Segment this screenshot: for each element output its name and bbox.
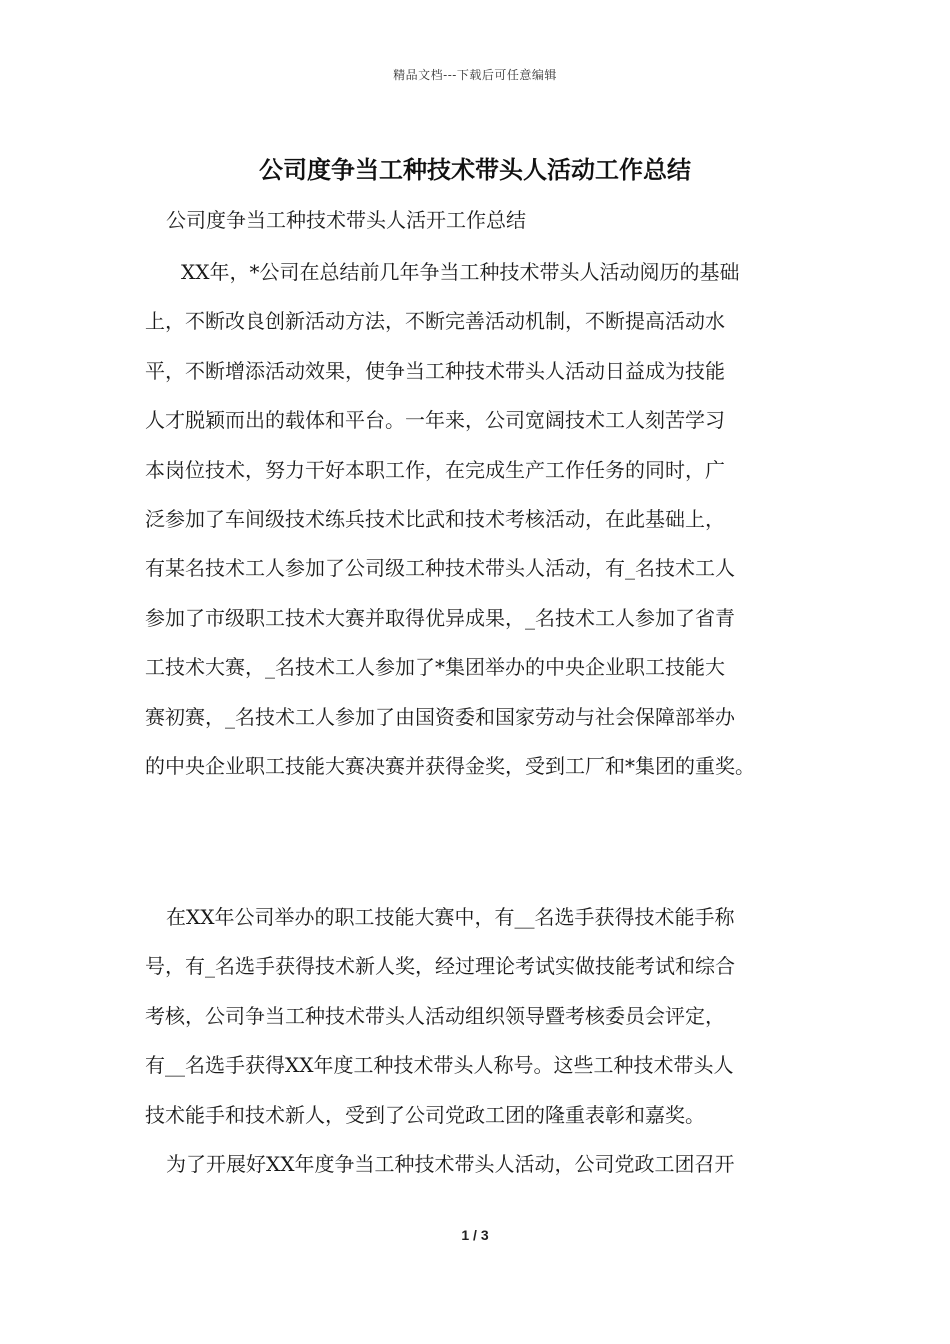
paragraph-line: 号，有_名选手获得技术新人奖，经过理论考试实做技能考试和综合 [145, 954, 735, 979]
header-note: 精品文档---下载后可任意编辑 [393, 68, 557, 82]
paragraph-line: 工技术大赛，_名技术工人参加了*集团举办的中央企业职工技能大 [145, 655, 725, 680]
paragraph-line: 泛参加了车间级技术练兵技术比武和技术考核活动，在此基础上， [145, 506, 725, 531]
paragraph-line: XX年，*公司在总结前几年争当工种技术带头人活动阅历的基础 [181, 260, 740, 284]
paragraph-2 [145, 893, 810, 1140]
page-number: 1 / 3 [461, 1227, 489, 1243]
paragraph-line: 有__名选手获得XX年度工种技术带头人称号。这些工种技术带头人 [145, 1053, 734, 1078]
paragraph-line: 赛初赛，_名技术工人参加了由国资委和国家劳动与社会保障部举办 [145, 704, 735, 729]
paragraph-line: 人才脱颖而出的载体和平台。一年来，公司宽阔技术工人刻苦学习 [145, 408, 725, 433]
paragraph-line: 平，不断增添活动效果，使争当工种技术带头人活动日益成为技能 [145, 358, 725, 383]
paragraph-line: 考核，公司争当工种技术带头人活动组织领导暨考核委员会评定， [145, 1003, 725, 1028]
paragraph-3 [145, 1140, 810, 1189]
paragraph-line: 本岗位技术，努力干好本职工作，在完成生产工作任务的同时，广 [145, 457, 725, 482]
document-title: 公司度争当工种技术带头人活动工作总结 [259, 155, 691, 184]
paragraph-line: 为了开展好XX年度争当工种技术带头人活动，公司党政工团召开 [166, 1152, 735, 1176]
document-subtitle: 公司度争当工种技术带头人活开工作总结 [166, 208, 526, 232]
paragraph-line: 的中央企业职工技能大赛决赛并获得金奖，受到工厂和*集团的重奖。 [145, 753, 755, 778]
paragraph-line: 在XX年公司举办的职工技能大赛中，有__名选手获得技术能手称 [166, 905, 735, 929]
paragraph-1 [145, 248, 810, 791]
paragraph-line: 参加了市级职工技术大赛并取得优异成果，_名技术工人参加了省青 [145, 605, 735, 630]
paragraph-line: 有某名技术工人参加了公司级工种技术带头人活动，有_名技术工人 [145, 556, 735, 581]
paragraph-line: 上，不断改良创新活动方法，不断完善活动机制，不断提高活动水 [145, 309, 725, 334]
paragraph-line: 技术能手和技术新人，受到了公司党政工团的隆重表彰和嘉奖。 [145, 1102, 705, 1127]
